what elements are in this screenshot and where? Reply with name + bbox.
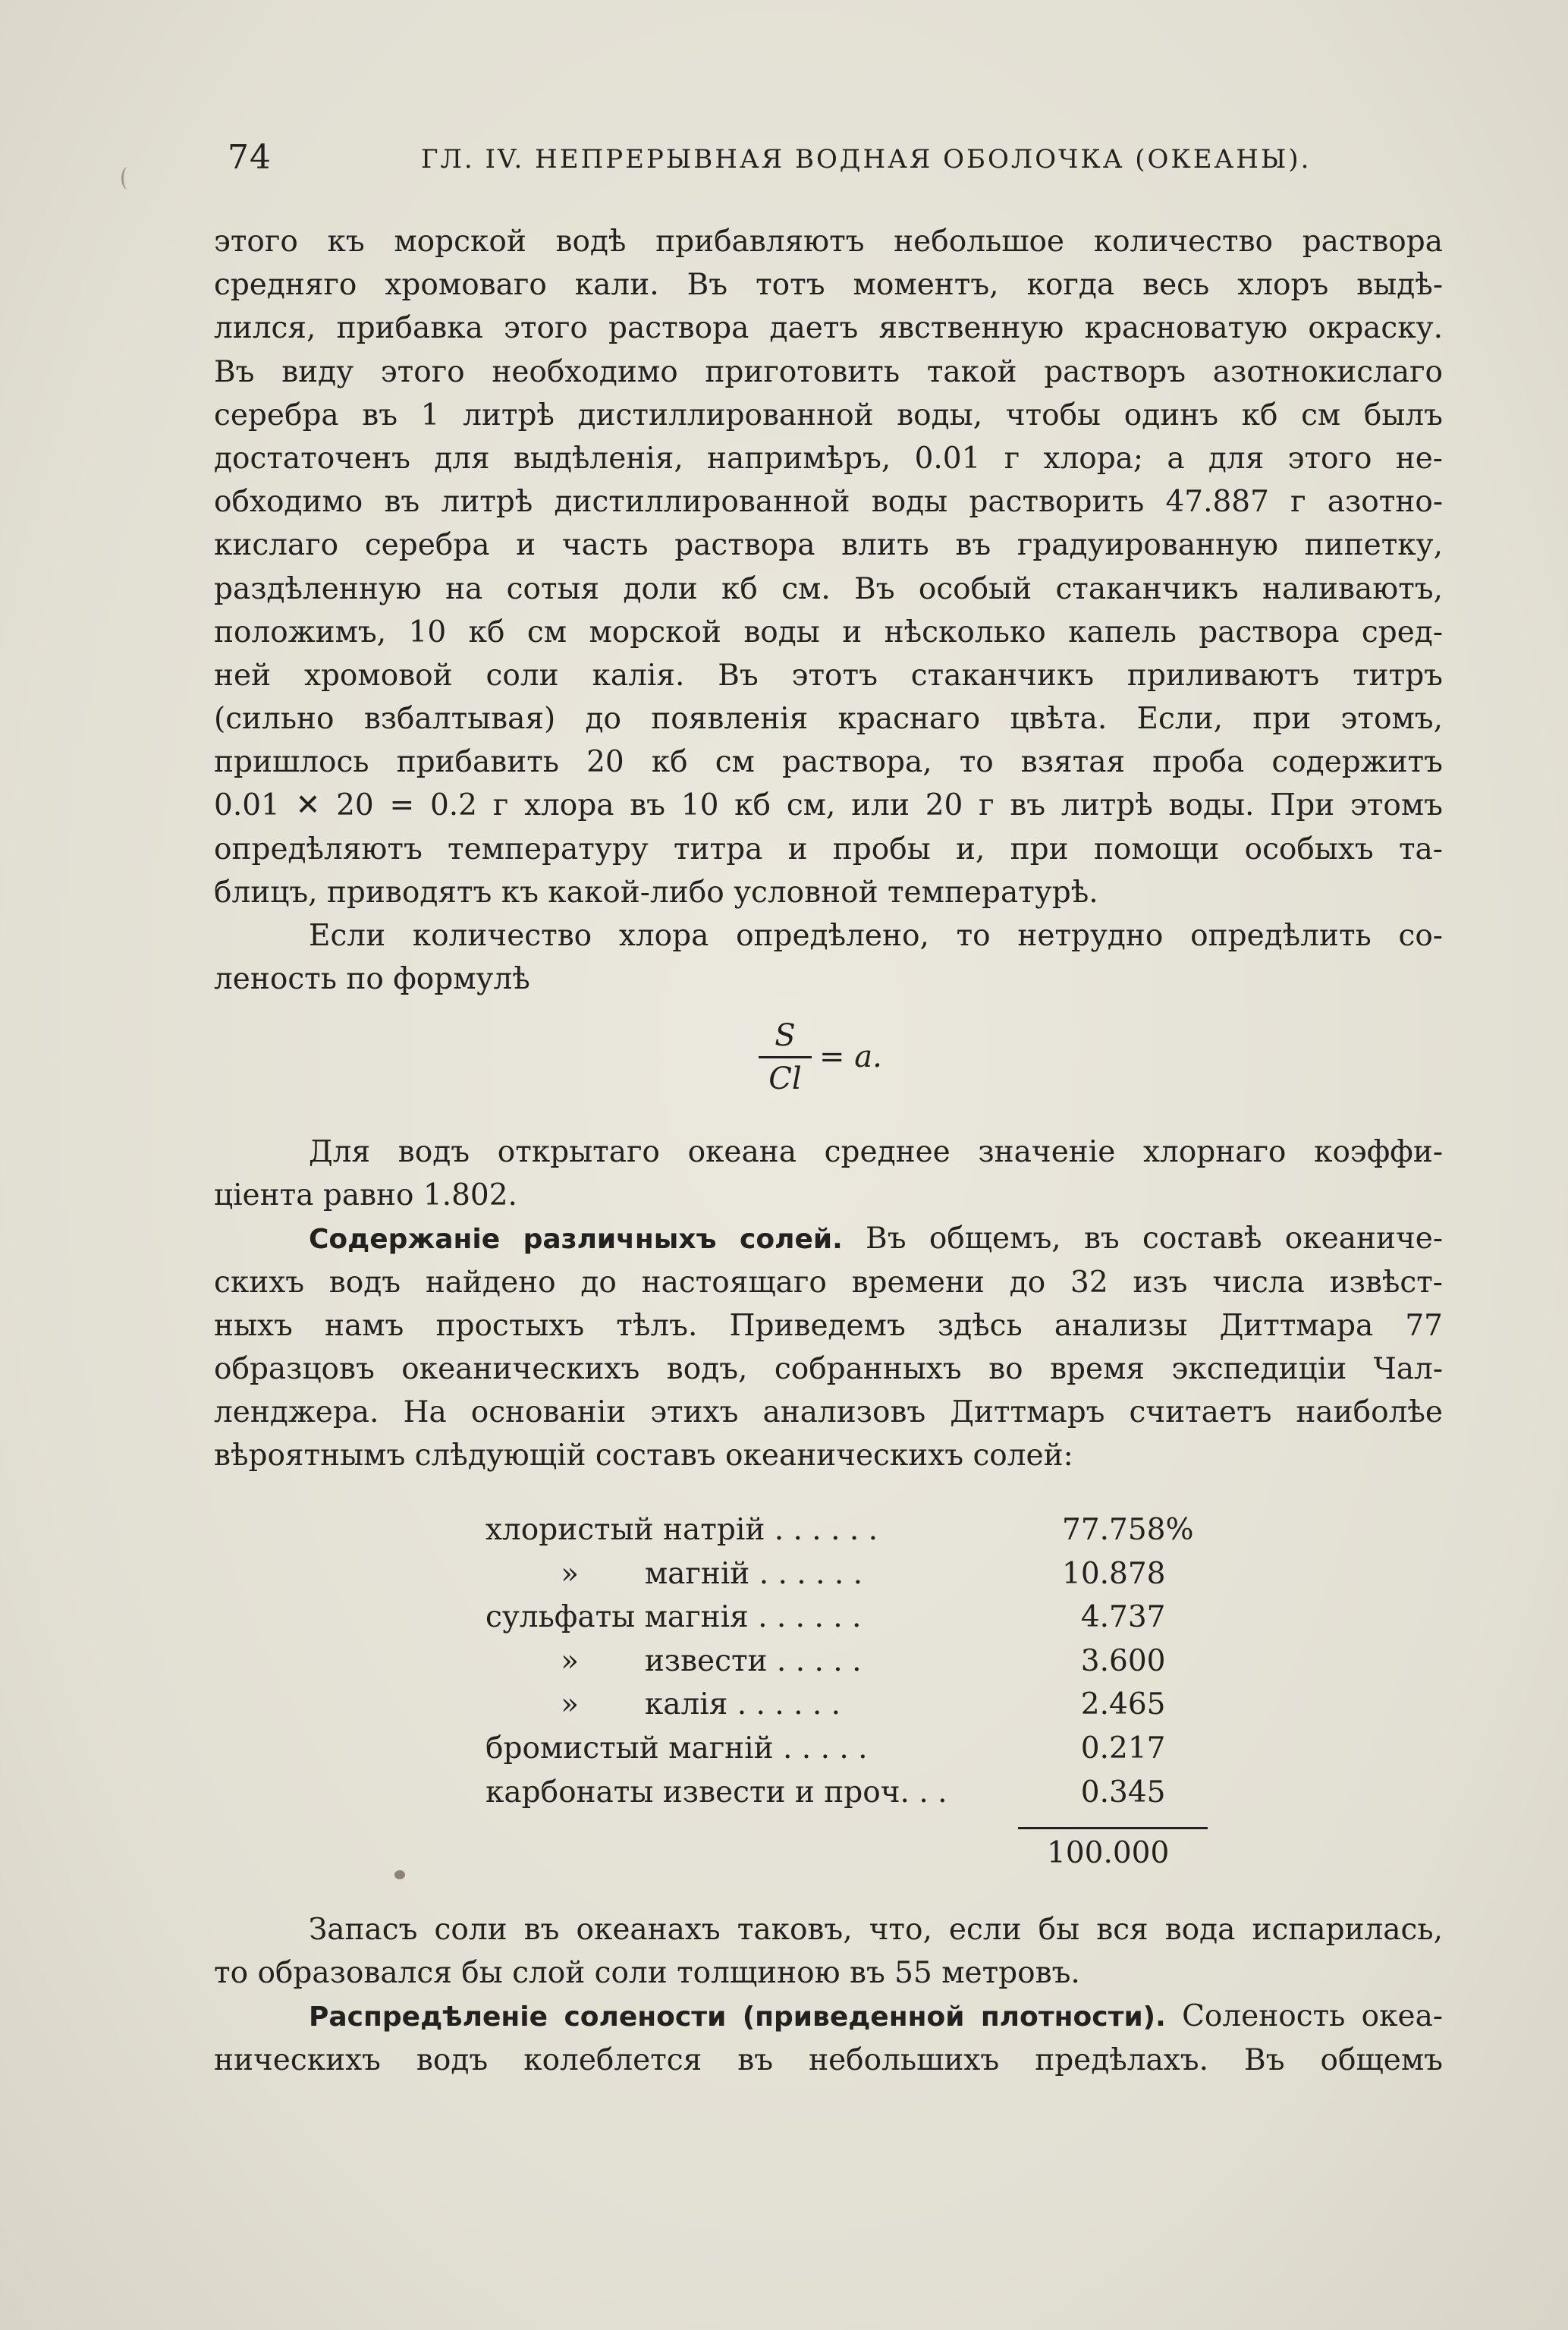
text-line: Если количество хлора опредѣлено, то нетрудно опредѣлить со- <box>309 919 1443 953</box>
text-line: ней хромовой соли калія. Въ этотъ стаканчикъ приливаютъ титръ <box>214 658 1443 693</box>
text-line: этого къ морской водѣ прибавляютъ небольшое количество раствора <box>214 225 1443 259</box>
text-line: вѣроятнымъ слѣдующій составъ океаническихъ солей: <box>214 1439 1073 1473</box>
text-line: опредѣляютъ температуру титра и пробы и, при помощи особыхъ та- <box>214 832 1443 866</box>
text-line: пришлось прибавить 20 кб см раствора, то взятая проба содержитъ <box>214 745 1443 780</box>
table-row <box>485 1727 1229 1771</box>
main-text-2 <box>214 1130 1443 1478</box>
salt-value: 77.758% <box>1062 1513 1194 1547</box>
text-line: ціента равно 1.802. <box>214 1178 517 1213</box>
text-line: положимъ, 10 кб см морской воды и нѣсколько капель раствора сред- <box>214 615 1443 649</box>
salt-value: 0.345 <box>1062 1775 1166 1810</box>
salt-name: хлористый натрій . . . . . . <box>485 1513 878 1547</box>
text-line: средняго хромоваго кали. Въ тотъ моментъ, когда весь хлоръ выдѣ- <box>214 268 1443 303</box>
salt-name: » магній . . . . . . <box>485 1556 863 1591</box>
margin-mark <box>121 167 134 190</box>
fraction-bar <box>759 1056 812 1058</box>
table-row <box>485 1508 1229 1552</box>
salt-name: » калія . . . . . . <box>485 1687 841 1722</box>
running-head <box>228 138 1411 191</box>
text-line: образцовъ океаническихъ водъ, собранныхъ во время экспедиціи Чал- <box>214 1351 1443 1386</box>
fraction <box>759 1017 812 1098</box>
text-line: ническихъ водъ колеблется въ небольшихъ предѣлахъ. Въ общемъ <box>214 2042 1443 2077</box>
text-line: достаточенъ для выдѣленія, напримѣръ, 0.01 г хлора; а для этого не- <box>214 441 1443 476</box>
table-row <box>485 1683 1229 1727</box>
text-line: ленджера. На основаніи этихъ анализовъ Диттмаръ считаетъ наиболѣе <box>214 1395 1443 1430</box>
page-number: 74 <box>228 138 272 177</box>
text-line: леность по формулѣ <box>214 962 530 997</box>
salt-value: 3.600 <box>1062 1643 1166 1678</box>
salt-name: карбонаты извести и проч. . . <box>485 1775 947 1810</box>
text-line: то образовался бы слой соли толщиною въ 55 метровъ. <box>214 1956 1080 1991</box>
salt-name: сульфаты магнія . . . . . . <box>485 1600 862 1635</box>
text-line: Для водъ открытаго океана среднее значеніе хлорнаго коэффи- <box>309 1135 1443 1169</box>
text-line: серебра въ 1 литрѣ дистиллированной воды, чтобы одинъ кб см былъ <box>214 398 1443 432</box>
salt-value: 4.737 <box>1062 1600 1166 1635</box>
table-row <box>485 1640 1229 1684</box>
salt-value: 2.465 <box>1062 1687 1166 1722</box>
running-title: ГЛ. IV. НЕПРЕРЫВНАЯ ВОДНАЯ ОБОЛОЧКА (ОКЕАНЫ). <box>421 144 1312 175</box>
text-line: лился, прибавка этого раствора даетъ явственную красноватую окраску. <box>214 311 1443 346</box>
table-row <box>485 1771 1229 1815</box>
text-line: Запасъ соли въ океанахъ таковъ, что, если бы вся вода испарилась, <box>309 1913 1443 1947</box>
salt-value: 0.217 <box>1062 1731 1166 1766</box>
formula-denominator: Cl <box>768 1061 802 1096</box>
salts-table <box>485 1508 1229 1814</box>
text-line: (сильно взбалтывая) до появленія краснаго цвѣта. Если, при этомъ, <box>214 702 1443 737</box>
salt-value: 10.878 <box>1062 1556 1166 1591</box>
table-row <box>485 1552 1229 1596</box>
text-line: 0.01 ✕ 20 = 0.2 г хлора въ 10 кб см, или 20 г въ литрѣ воды. При этомъ <box>214 788 1443 823</box>
section-heading: Содержаніе различныхъ солей. <box>309 1224 843 1256</box>
formula-numerator: S <box>775 1018 796 1053</box>
salt-name: бромистый магній . . . . . <box>485 1731 868 1766</box>
section-heading: Распредѣленіе солености (приведенной плотности). <box>309 2001 1166 2033</box>
text-line: Въ виду этого необходимо приготовить такой растворъ азотнокислаго <box>214 354 1443 389</box>
salt-name: » извести . . . . . <box>485 1643 862 1678</box>
text-line: кислаго серебра и часть раствора влить въ градуированную пипетку, <box>214 528 1443 563</box>
text-line: блицъ, приводятъ къ какой-либо условной температурѣ. <box>214 875 1098 910</box>
text-line: ныхъ намъ простыхъ тѣлъ. Приведемъ здѣсь анализы Диттмара 77 <box>214 1308 1443 1343</box>
salts-total: 100.000 <box>1047 1836 1170 1870</box>
main-text <box>214 220 1443 1001</box>
paper-speck <box>394 1870 405 1879</box>
text-fragment: Въ общемъ, въ составѣ океаниче- <box>842 1222 1443 1256</box>
text-line <box>214 1217 1443 1260</box>
text-line <box>214 1995 1443 2038</box>
text-line: скихъ водъ найдено до настоящаго времени до 32 изъ числа извѣст- <box>214 1265 1443 1300</box>
text-line: обходимо въ литрѣ дистиллированной воды растворить 47.887 г азотно- <box>214 485 1443 520</box>
total-rule <box>1018 1827 1208 1829</box>
text-line: раздѣленную на сотыя доли кб см. Въ особый стаканчикъ наливаютъ, <box>214 571 1443 606</box>
main-text-3 <box>214 1908 1443 2082</box>
text-fragment: Соленость океа- <box>1165 1999 1443 2034</box>
table-row <box>485 1596 1229 1640</box>
formula-rhs: = a. <box>819 1039 882 1074</box>
salinity-formula <box>751 1017 918 1100</box>
